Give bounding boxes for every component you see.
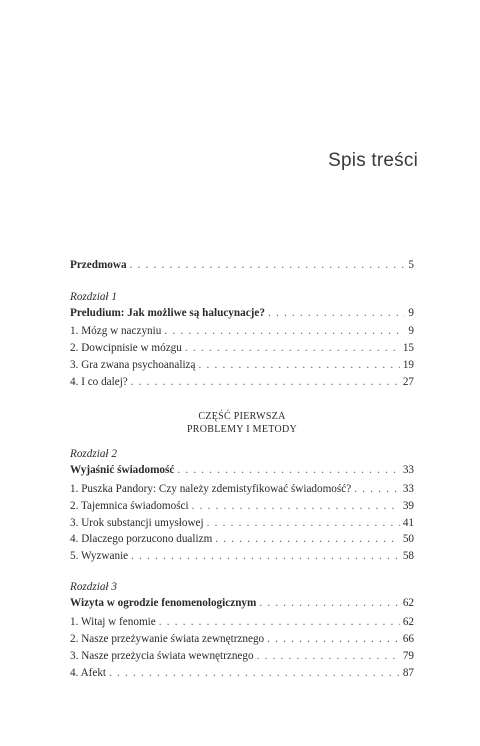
dot-leader: [177, 463, 399, 477]
toc-entry-label: 5. Wyzwanie: [70, 550, 129, 562]
toc-entry[interactable]: [70, 324, 414, 338]
toc-chapter-heading[interactable]: [70, 596, 414, 610]
toc-entry[interactable]: [70, 499, 414, 513]
dot-leader: [185, 341, 400, 355]
toc-entry[interactable]: [70, 482, 414, 496]
toc-entry[interactable]: [70, 516, 414, 530]
toc-entry-label: 4. Afekt: [70, 667, 107, 679]
dot-leader: [131, 375, 400, 389]
toc-entry[interactable]: [70, 341, 414, 355]
toc-entry-page: 33: [402, 464, 414, 476]
toc-entry-label: 2. Dowcipnisie w mózgu: [70, 342, 182, 354]
toc-entry[interactable]: [70, 632, 414, 646]
dot-leader: [159, 615, 400, 629]
toc-entry[interactable]: [70, 375, 414, 389]
dot-leader: [109, 666, 400, 680]
toc-entry-label: Wyjaśnić świadomość: [70, 464, 175, 476]
part-subtitle: PROBLEMY I METODY: [186, 424, 298, 435]
toc-entry[interactable]: [70, 649, 414, 663]
part-title: CZĘŚĆ PIERWSZA: [198, 411, 286, 422]
toc-entry-page: 39: [402, 500, 414, 512]
toc-entry[interactable]: [70, 615, 414, 629]
dot-leader: [130, 258, 406, 272]
dot-leader: [199, 358, 400, 372]
dot-leader: [257, 649, 400, 663]
chapter-label: Rozdział 3: [70, 581, 117, 593]
toc-entry[interactable]: [70, 666, 414, 680]
toc-entry-page: 5: [408, 259, 414, 271]
dot-leader: [268, 306, 405, 320]
toc-entry-label: Preludium: Jak możliwe są halucynacje?: [70, 307, 265, 319]
toc-entry-label: 1. Witaj w fenomie: [70, 616, 156, 628]
toc-entry-page: 58: [402, 550, 414, 562]
toc-entry-page: 79: [402, 650, 414, 662]
toc-entry[interactable]: [70, 549, 414, 563]
toc-entry-label: 3. Gra zwana psychoanalizą: [70, 359, 196, 371]
page-title: Spis treści: [328, 150, 418, 171]
toc-entry-page: 9: [408, 307, 414, 319]
toc-entry-label: Wizyta w ogrodzie fenomenologicznym: [70, 597, 257, 609]
dot-leader: [215, 532, 400, 546]
toc-entry-page: 62: [402, 597, 414, 609]
toc-entry-page: 9: [408, 325, 414, 337]
dot-leader: [164, 324, 405, 338]
toc-entry-intro[interactable]: [70, 258, 414, 272]
toc-entry-page: 41: [402, 517, 414, 529]
toc-entry-page: 62: [402, 616, 414, 628]
toc-entry-label: 1. Mózg w naczyniu: [70, 325, 162, 337]
toc-entry[interactable]: [70, 532, 414, 546]
toc-entry-page: 33: [402, 483, 414, 495]
toc-entry-label: 4. I co dalej?: [70, 376, 128, 388]
toc-entry-label: Przedmowa: [70, 259, 127, 271]
toc-entry[interactable]: [70, 358, 414, 372]
toc-entry-label: 2. Nasze przeżywanie świata zewnętrznego: [70, 633, 265, 645]
dot-leader: [207, 516, 400, 530]
dot-leader: [267, 632, 400, 646]
toc-entry-label: 1. Puszka Pandory: Czy należy zdemistyfikować świadomość?: [70, 483, 352, 495]
chapter-label: Rozdział 2: [70, 448, 117, 460]
toc-entry-label: 4. Dlaczego porzucono dualizm: [70, 533, 213, 545]
toc-entry-page: 66: [402, 633, 414, 645]
toc-entry-page: 27: [402, 376, 414, 388]
dot-leader: [354, 482, 400, 496]
toc-chapter-heading[interactable]: [70, 306, 414, 320]
toc-chapter-heading[interactable]: [70, 463, 414, 477]
toc-entry-page: 50: [402, 533, 414, 545]
chapter-label: Rozdział 1: [70, 291, 117, 303]
toc-entry-label: 3. Urok substancji umysłowej: [70, 517, 204, 529]
dot-leader: [192, 499, 400, 513]
toc-entry-page: 19: [402, 359, 414, 371]
toc-entry-page: 87: [402, 667, 414, 679]
toc-entry-page: 15: [402, 342, 414, 354]
toc-entry-label: 3. Nasze przeżycia świata wewnętrznego: [70, 650, 254, 662]
dot-leader: [259, 596, 399, 610]
dot-leader: [131, 549, 400, 563]
toc-entry-label: 2. Tajemnica świadomości: [70, 500, 189, 512]
